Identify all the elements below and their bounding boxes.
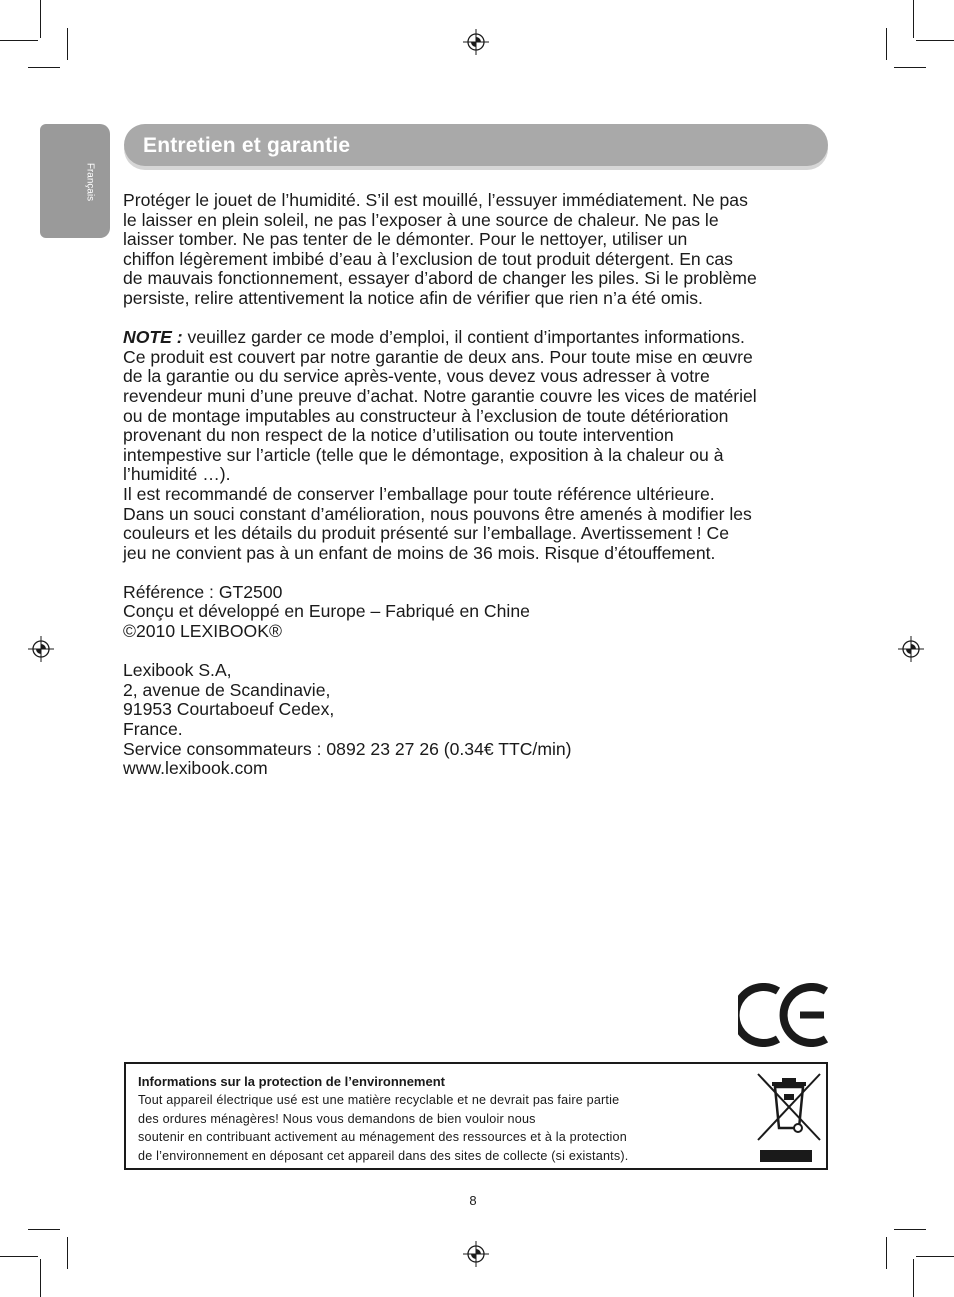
text-line: soutenir en contribuant activement au ménagement des ressources et à la protection — [138, 1130, 627, 1145]
company-address — [123, 661, 833, 779]
text-line: Ce produit est couvert par notre garantie de deux ans. Pour toute mise en œuvre — [123, 346, 753, 367]
language-tab — [40, 124, 110, 238]
note-paragraph — [123, 328, 833, 563]
text-line: le laisser en plein soleil, ne pas l’exposer à une source de chaleur. Ne pas le — [123, 209, 719, 230]
registration-mark-icon — [463, 29, 489, 55]
note-label: NOTE : — [123, 327, 183, 348]
address-line: 2, avenue de Scandinavie, — [123, 679, 331, 700]
text-line: de mauvais fonctionnement, essayer d’abord de changer les piles. Si le problème — [123, 268, 757, 289]
text-line: Il est recommandé de conserver l’emballage pour toute référence ultérieure. — [123, 483, 715, 504]
crossed-out-bin-icon — [754, 1070, 824, 1164]
customer-service: Service consommateurs : 0892 23 27 26 (0.34€ TTC/min) — [123, 738, 572, 759]
main-content — [123, 191, 833, 779]
text-line: l’humidité …). — [123, 464, 231, 485]
care-paragraph — [123, 191, 833, 309]
address-line: Lexibook S.A, — [123, 660, 232, 681]
text-line: ou de montage imputables au constructeur à l’exclusion de toute détérioration — [123, 405, 729, 426]
page-number: 8 — [469, 1193, 477, 1208]
registration-mark-icon — [28, 636, 54, 662]
text-line: provenant du non respect de la notice d’utilisation ou toute intervention — [123, 425, 674, 446]
environment-info-box — [124, 1062, 828, 1170]
section-title: Entretien et garantie — [143, 134, 351, 157]
product-info — [123, 583, 833, 642]
made-in: Conçu et développé en Europe – Fabriqué en Chine — [123, 601, 530, 622]
text-line: chiffon légèrement imbibé d’eau à l’exclusion de tout produit détergent. En cas — [123, 248, 733, 269]
text-line: de l’environnement en déposant cet appareil dans des sites de collecte (si existants). — [138, 1148, 629, 1163]
environment-title: Informations sur la protection de l’environnement — [138, 1074, 445, 1089]
registration-mark-icon — [463, 1241, 489, 1267]
text-line: Tout appareil électrique usé est une matière recyclable et ne devrait pas faire partie — [138, 1093, 620, 1107]
language-tab-label: Français — [84, 162, 96, 202]
website-link[interactable]: www.lexibook.com — [123, 758, 268, 779]
environment-text — [138, 1091, 758, 1165]
text-line: des ordures ménagères! Nous vous demandons de bien vouloir nous — [138, 1111, 536, 1126]
text-line: intempestive sur l’article (telle que le démontage, exposition à la chaleur ou à — [123, 444, 724, 465]
text-line: Dans un souci constant d’amélioration, nous pouvons être amenés à modifier les — [123, 503, 752, 524]
text-line: revendeur muni d’une preuve d’achat. Notre garantie couvre les vices de matériel — [123, 385, 757, 406]
product-reference: Référence : GT2500 — [123, 581, 283, 602]
text-line: couleurs et les détails du produit présenté sur l’emballage. Avertissement ! Ce — [123, 523, 730, 544]
text-line: persiste, relire attentivement la notice afin de vérifier que rien n’a été omis. — [123, 287, 703, 308]
copyright: ©2010 LEXIBOOK® — [123, 621, 282, 642]
text-line: veuillez garder ce mode d’emploi, il contient d’importantes informations. — [182, 327, 745, 348]
text-line: jeu ne convient pas à un enfant de moins de 36 mois. Risque d’étouffement. — [123, 542, 716, 563]
registration-mark-icon — [898, 636, 924, 662]
text-line: Protéger le jouet de l’humidité. S’il est mouillé, l’essuyer immédiatement. Ne pas — [123, 190, 748, 210]
text-line: laisser tomber. Ne pas tenter de le démonter. Pour le nettoyer, utiliser un — [123, 229, 688, 250]
text-line: de la garantie ou du service après-vente, vous devez vous adresser à votre — [123, 366, 710, 387]
address-line: France. — [123, 719, 183, 740]
ce-mark-icon — [738, 983, 832, 1047]
address-line: 91953 Courtaboeuf Cedex, — [123, 699, 335, 720]
section-header — [124, 124, 828, 166]
